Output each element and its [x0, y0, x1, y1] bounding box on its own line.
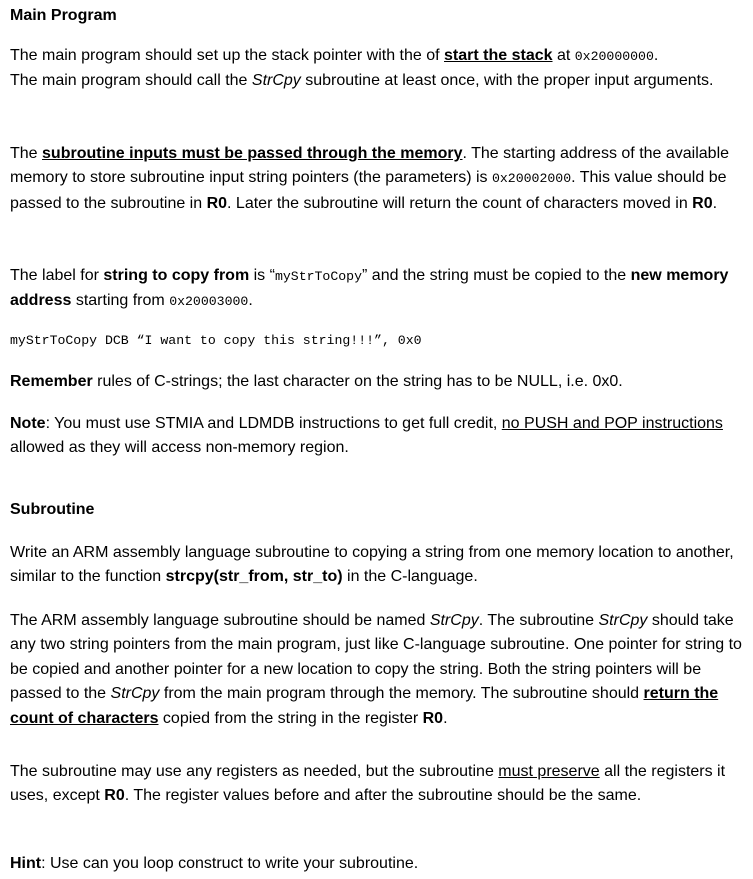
subroutine-name: StrCpy: [598, 612, 648, 629]
subroutine-name: StrCpy: [251, 72, 301, 90]
text: starting from: [71, 292, 170, 310]
text: The: [10, 145, 43, 162]
text: The main program should call the: [10, 72, 252, 90]
emphasis-remember: Remember: [10, 373, 93, 390]
text: : You must use STMIA and LDMDB instructions to get full credit,: [45, 415, 502, 432]
text: .: [653, 47, 659, 64]
text: The main program should set up the stack pointer with the of: [10, 47, 445, 64]
text: . This value should be passed to the subroutine in: [10, 169, 727, 212]
text: : Use can you loop construct to write your subroutine.: [41, 855, 419, 872]
param-address: 0x20002000: [491, 171, 572, 187]
main-paragraph-inputs: [10, 142, 748, 216]
main-paragraph-label: [10, 264, 748, 315]
text: ” and the string must be copied to the: [362, 267, 631, 284]
text: at: [552, 47, 575, 64]
emphasis-string-to-copy: string to copy from: [103, 267, 250, 284]
text: .: [443, 709, 448, 727]
text: in the C-language.: [342, 568, 478, 586]
register-r0: R0: [104, 787, 125, 805]
text: The ARM assembly language subroutine should be named: [10, 612, 430, 629]
register-r0: R0: [422, 709, 444, 727]
text: . The register values before and after the subroutine should be the same.: [124, 787, 642, 805]
emphasis-return-count: return the count of characters: [10, 685, 719, 727]
text: . The starting address of the available memory to store subroutine input string pointers (the parameters) is: [10, 145, 730, 187]
text: all the registers it uses, except: [10, 763, 726, 805]
text: should take any two string pointers from the main program, just like C-language subroutine. One pointer for string to be copied and another pointer for a new location to copy the string. Both the string pointers will be passed to the: [10, 612, 742, 703]
register-r0: R0: [692, 194, 713, 212]
text: rules of C-strings; the last character on the string has to be NULL, i.e. 0x0.: [92, 373, 623, 390]
emphasis-new-memory: new memory address: [10, 267, 729, 310]
register-r0: R0: [206, 194, 228, 212]
subroutine-name: StrCpy: [110, 685, 160, 703]
emphasis-no-push-pop: no PUSH and POP instructions: [501, 415, 723, 432]
function-strcpy: strcpy(str_from, str_to): [165, 568, 343, 586]
emphasis-inputs-memory: subroutine inputs must be passed through the memory: [42, 145, 463, 162]
main-paragraph-stack: [10, 44, 748, 94]
text: is “: [249, 267, 275, 284]
sub-paragraph-hint: [10, 852, 748, 876]
emphasis-hint: Hint: [10, 855, 42, 872]
text: Write an ARM assembly language subroutine to copying a string from one memory location to another, similar to the function: [10, 544, 734, 586]
heading-main-program: Main Program: [10, 7, 117, 24]
stack-address: 0x20000000: [574, 49, 654, 64]
sub-paragraph-preserve: [10, 760, 748, 809]
text: . The subroutine: [478, 612, 599, 629]
code-line: myStrToCopy DCB “I want to copy this string!!!”, 0x0: [10, 333, 422, 348]
sub-paragraph-intro: [10, 541, 748, 590]
text: .: [712, 194, 718, 212]
dest-address: 0x20003000: [169, 294, 249, 310]
text: allowed as they will access non-memory region.: [10, 439, 349, 457]
emphasis-start-the-stack: start the stack: [444, 47, 553, 64]
main-paragraph-note: [10, 412, 748, 461]
main-paragraph-remember: [10, 370, 748, 394]
text: .: [248, 292, 253, 310]
text: . Later the subroutine will return the count of characters moved in: [227, 194, 693, 212]
text: copied from the string in the register: [158, 709, 423, 727]
label-name: myStrToCopy: [274, 269, 363, 284]
emphasis-must-preserve: must preserve: [498, 763, 600, 780]
text: from the main program through the memory. The subroutine should: [159, 685, 644, 703]
subroutine-name: StrCpy: [429, 612, 479, 629]
text: The label for: [10, 267, 104, 284]
text: subroutine at least once, with the proper input arguments.: [300, 72, 714, 90]
sub-paragraph-naming: [10, 609, 748, 731]
text: The subroutine may use any registers as needed, but the subroutine: [10, 763, 499, 780]
heading-subroutine: Subroutine: [10, 501, 95, 518]
emphasis-note: Note: [10, 415, 46, 432]
